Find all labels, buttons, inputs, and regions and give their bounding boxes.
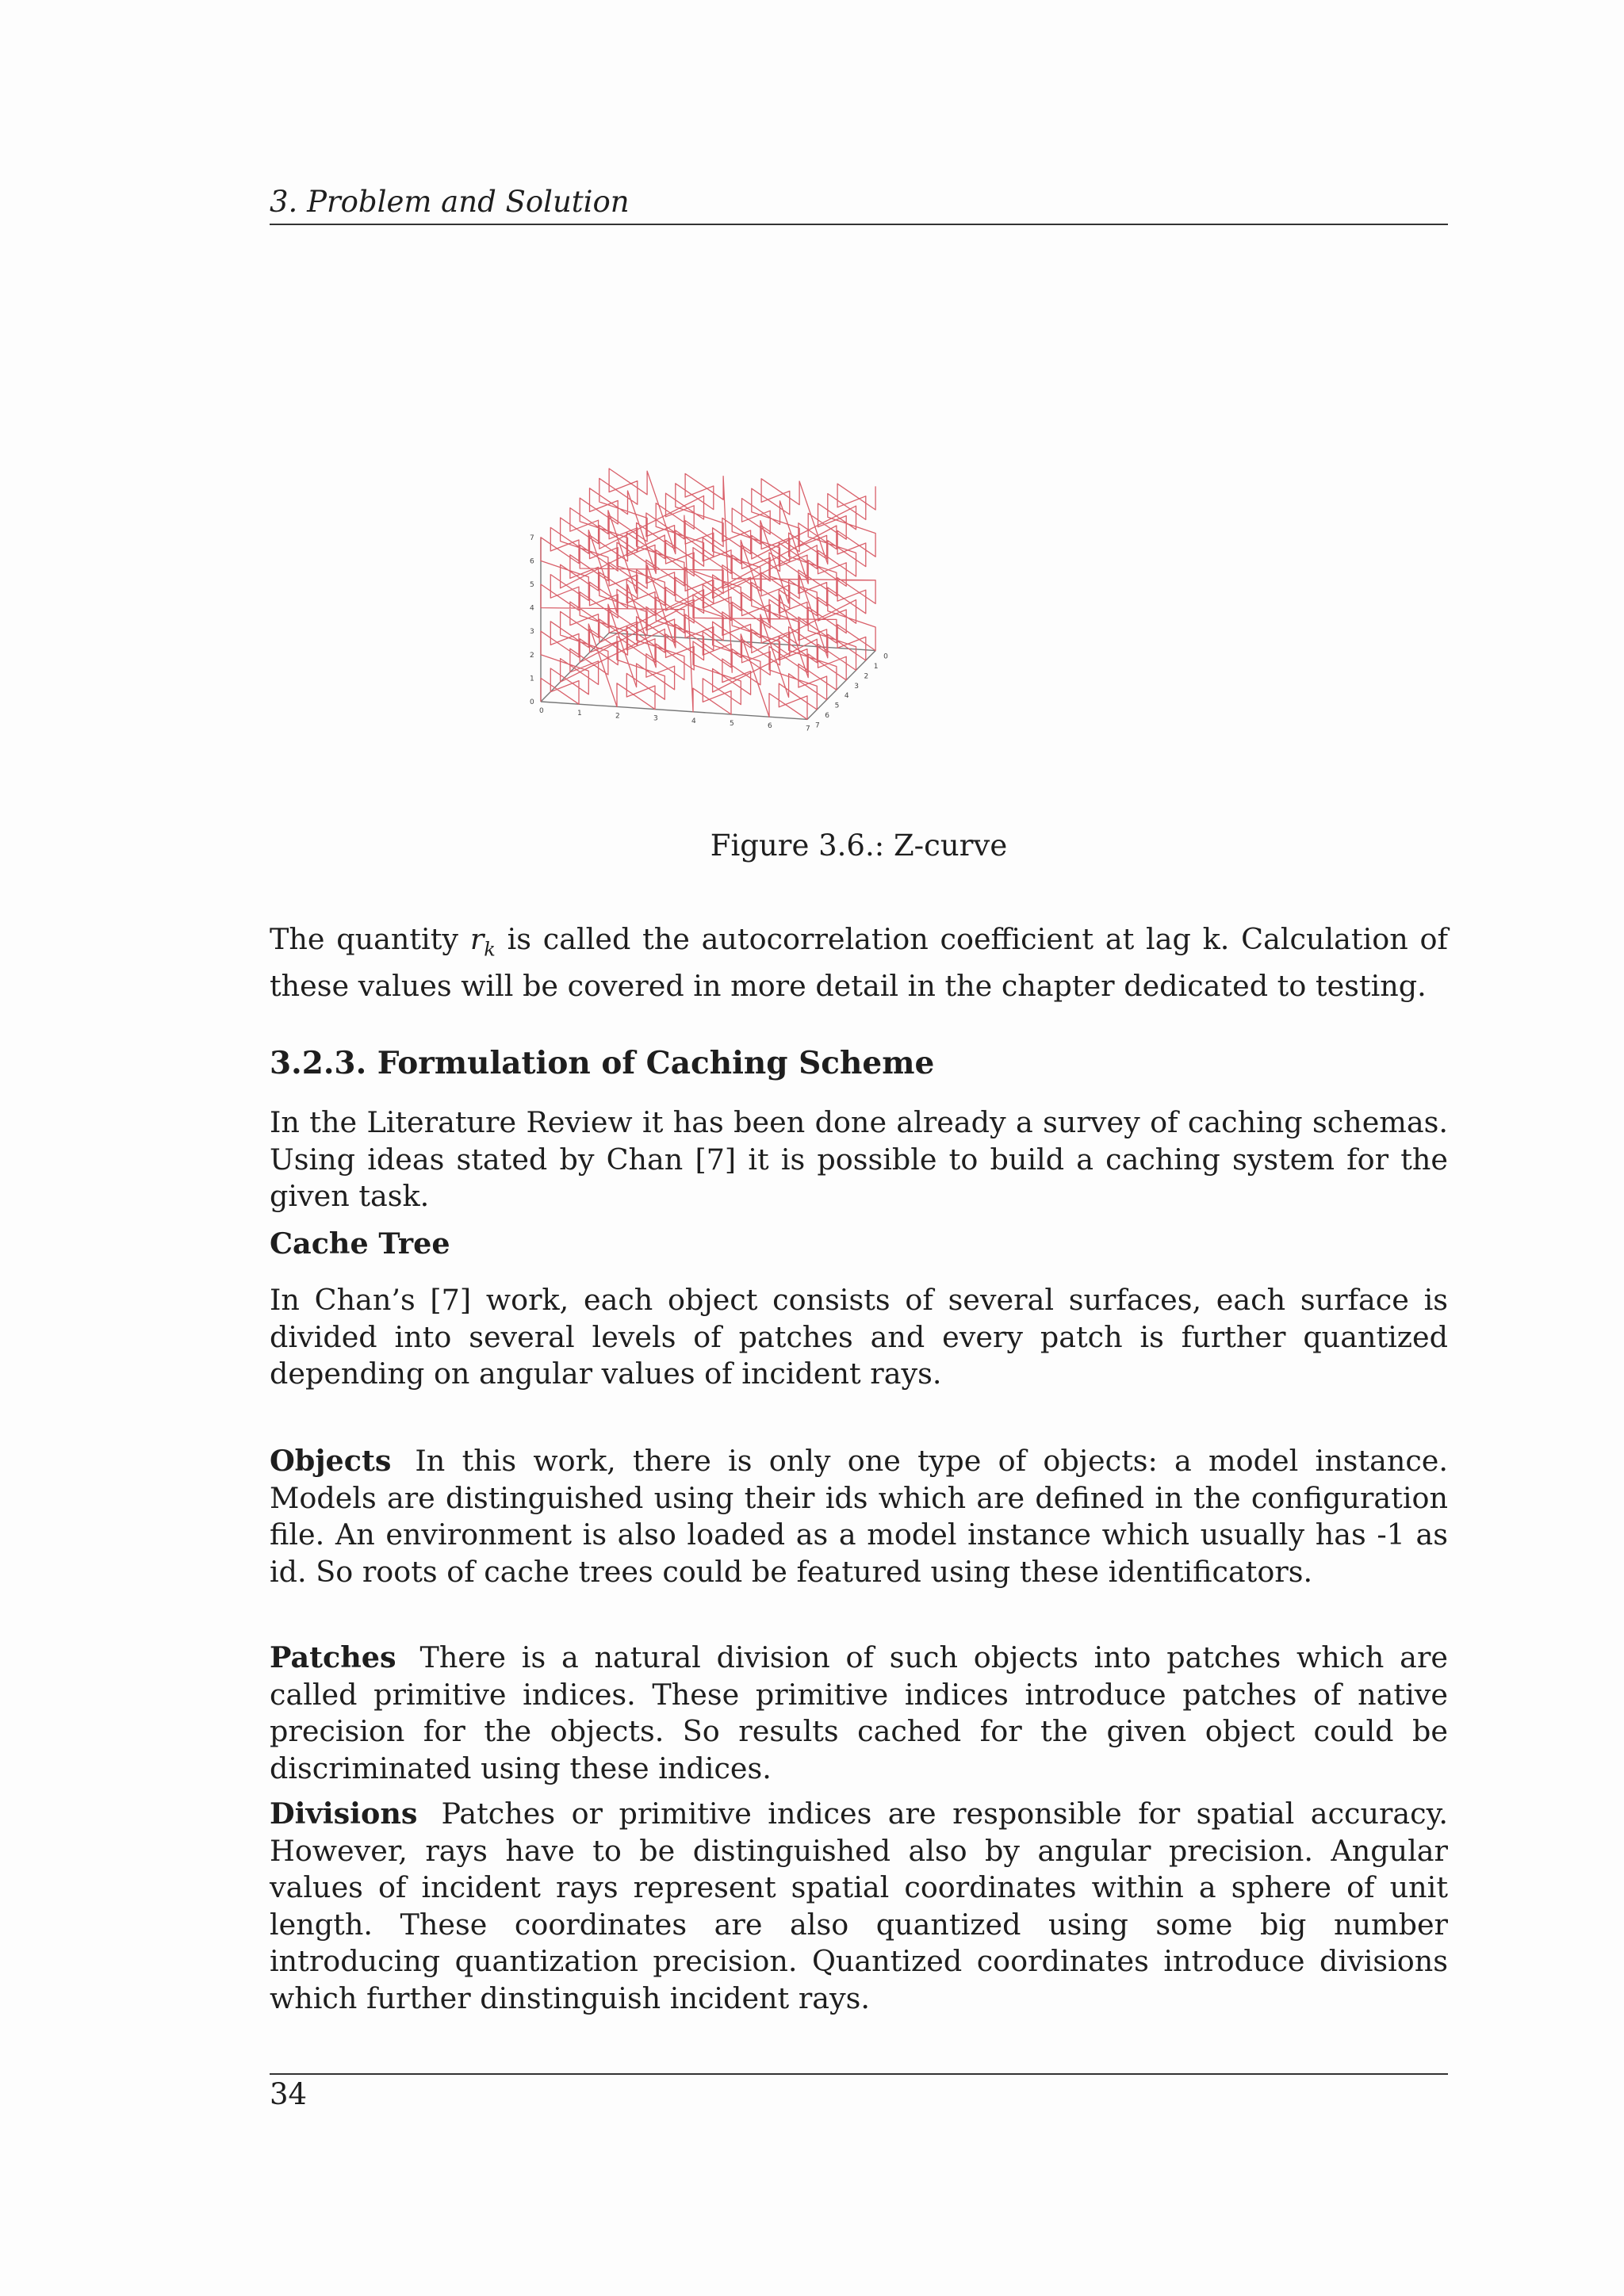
y-tick-label: 3 [854,682,859,691]
y-tick-label: 4 [844,692,849,701]
objects-label: Objects [270,1444,392,1478]
y-tick-label: 6 [825,712,830,720]
patches-paragraph: Patches There is a natural division of such objects into patches which are called primitive indices. These primitive indices introduce patches of native precision for the objects. So results cached for the given object could be discriminated using these indices. [270,1640,1448,1785]
z-tick-label: 5 [530,581,534,589]
z-tick-label: 7 [530,534,534,542]
y-tick-label: 1 [873,663,879,671]
cache-tree-paragraph: In Chan’s [7] work, each object consists of several surfaces, each surface is divided into several levels of patches and every patch is further quantized depending on angular values of incident rays. [270,1283,1448,1391]
y-tick-label: 5 [834,702,840,710]
y-tick-label: 2 [864,672,869,681]
page-number: 34 [270,2077,308,2111]
footer-rule [270,2073,1448,2075]
autocorrelation-paragraph: The quantity $r_k$ is called the autocorrelation coefficient at lag k. Calculation of these values will be covered in more detail in the chapter dedicated to testing. [270,922,1448,1003]
z-tick-label: 3 [530,628,534,637]
x-tick-label: 5 [730,720,734,728]
section-intro-paragraph: In the Literature Review it has been done already a survey of caching schemas. Using ideas stated by Chan [7] it is possible to build a caching system for the given task. [270,1105,1448,1213]
z-curve-figure [508,301,1205,761]
subsection-title: Cache Tree [270,1226,450,1261]
divisions-label: Divisions [270,1797,418,1831]
objects-paragraph: Objects In this work, there is only one type of objects: a model instance. Models are distinguished using their ids which are defined in the configuration file. An environment is also loaded as a model instance which usually has -1 as id. So roots of cache trees could be featured using these identificators. [270,1444,1448,1589]
z-tick-label: 0 [530,698,534,706]
x-tick-label: 2 [615,712,620,721]
x-tick-label: 6 [768,722,772,731]
divisions-paragraph: Divisions Patches or primitive indices are responsible for spatial accuracy. However, rays have to be distinguished also by angular precision. Angular values of incident rays represent spatial coordinates within a sphere of unit length. These coordinates are also quantized using some big number introducing quantization precision. Quantized coordinates introduce divisions which further dinstinguish incident rays. [270,1797,1448,2015]
z-tick-label: 6 [530,557,534,566]
x-tick-label: 4 [691,717,696,725]
running-head: 3. Problem and Solution [270,184,1448,225]
y-tick-label: 7 [815,721,820,730]
x-tick-label: 1 [577,710,582,718]
y-tick-label: 0 [883,652,888,661]
x-tick-label: 7 [806,725,810,733]
patches-label: Patches [270,1640,396,1674]
z-curve-line [541,469,875,719]
z-tick-label: 4 [530,604,534,613]
figure-caption: Figure 3.6.: Z-curve [710,828,1008,863]
math-r-k: $r_k$ [469,922,496,961]
z-tick-label: 2 [530,651,534,660]
x-tick-label: 3 [653,714,658,723]
z-tick-label: 1 [530,675,534,683]
section-title: 3.2.3. Formulation of Caching Scheme [270,1045,935,1081]
x-tick-label: 0 [539,707,544,715]
